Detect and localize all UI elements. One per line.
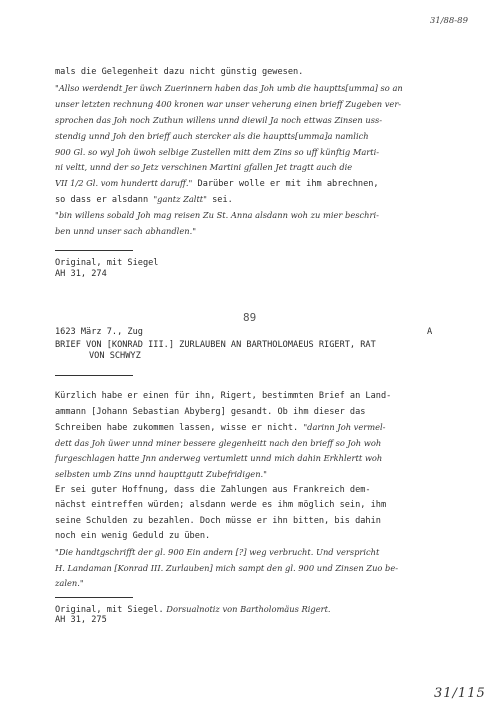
source-note-2-mono: Original, mit Siegel. [55,605,164,615]
document-title-line2: VON SCHWYZ [89,351,141,361]
summary-text: Darüber wolle er mit ihm abrechnen, [192,179,379,190]
source-ref-2: AH 31, 275 [55,615,107,625]
document-number: 89 [243,311,257,324]
summary-text: sei. [206,195,233,206]
quoted-source-line: "Die handtgschrifft der gl. 900 Ein andern [?] weg verbrucht. Und verspricht [55,547,380,557]
quoted-source-line: selbsten umb Zins unnd haupttgutt Zubefridigen." [55,469,267,479]
quoted-source-line: unser letzten rechnung 400 kronen war unser veherung einen brieff Zugeben ver- [55,98,402,109]
quoted-source-line: "bin willens sobald Joh mag reisen Zu St. Anna alsdann woh zu mier beschri- [55,210,379,221]
summary-line: nächst eintreffen würden; alsdann werde es ihm möglich sein, ihm [55,500,387,511]
summary-line: mals die Gelegenheit dazu nicht günstig gewesen. [55,67,304,77]
summary-text: so dass er alsdann [55,195,154,206]
quoted-source-line: zalen." [55,578,84,589]
quoted-source-line: furgeschlagen hatte Jnn anderweg vertumlett unnd mich dahin Erkhlertt woh [55,453,383,464]
separator-line [55,375,133,376]
quoted-source-line: 900 Gl. so wyl Joh üwoh selbige Zustellen mitt dem Zins so uff künftig Marti- [55,146,380,157]
page-number-bottom: 31/115 [434,686,486,701]
separator-line [55,597,133,598]
quoted-source-line: H. Landaman [Konrad III. Zurlauben] mich sampt den gl. 900 und Zinsen Zuo be- [55,562,399,573]
separator-line [55,250,133,251]
quoted-source-line: stendig unnd Joh den brieff auch stercker als die hauptts[umma]a namlich [55,130,369,141]
document-title-line1: BRIEF VON [KONRAD III.] ZURLAUBEN AN BARTHOLOMAEUS RIGERT, RAT [55,340,376,350]
summary-line: ammann [Johann Sebastian Abyberg] gesandt. Ob ihm dieser das [55,406,366,417]
summary-text: Schreiben habe zukommen lassen, wisse er nicht. [55,423,304,434]
quoted-source-line: ni veltt, unnd der so Jetz verschinen Martini gfallen Jet tragtt auch die [55,162,353,173]
quoted-source-line: dett das Joh üwer unnd miner bessere glegenheitt nach den brieff so Joh woh [55,437,382,448]
quoted-source-text: "gantz Zaltt" [153,194,207,205]
quoted-source-line: "Allso werdendt Jer üwch Zuerinnern haben das Joh umb die hauptts[umma] so an [55,82,403,93]
quoted-source-line: sprochen das Joh noch Zuthun willens unnd diewil Ja noch ettwas Zinsen uss- [55,114,383,125]
text-line [55,194,233,206]
summary-line: Er sei guter Hoffnung, dass die Zahlungen aus Frankreich dem- [55,484,371,495]
summary-line: noch ein wenig Geduld zu üben. [55,531,211,542]
text-line [55,422,385,434]
text-line [55,178,379,190]
summary-line: Kürzlich habe er einen für ihn, Rigert, bestimmten Brief an Land- [55,391,392,401]
summary-line: seine Schulden zu bezahlen. Doch müsse er ihn bitten, bis dahin [55,515,381,526]
date-place: 1623 März 7., Zug [55,327,143,337]
source-note-2-dorsal: Dorsualnotiz von Bartholomäus Rigert. [163,604,331,614]
quoted-source-text: "darinn Joh vermel- [303,422,386,433]
page-number-top: 31/88-89 [429,16,468,26]
quoted-source-line: ben unnd unser sach abhandlen." [55,226,197,236]
source-ref-1: AH 31, 274 [55,269,107,279]
quoted-source-text: VII 1/2 Gl. vom hundertt daruff." [55,178,193,189]
document-mark: A [427,327,433,337]
source-note-1: Original, mit Siegel [55,258,159,268]
